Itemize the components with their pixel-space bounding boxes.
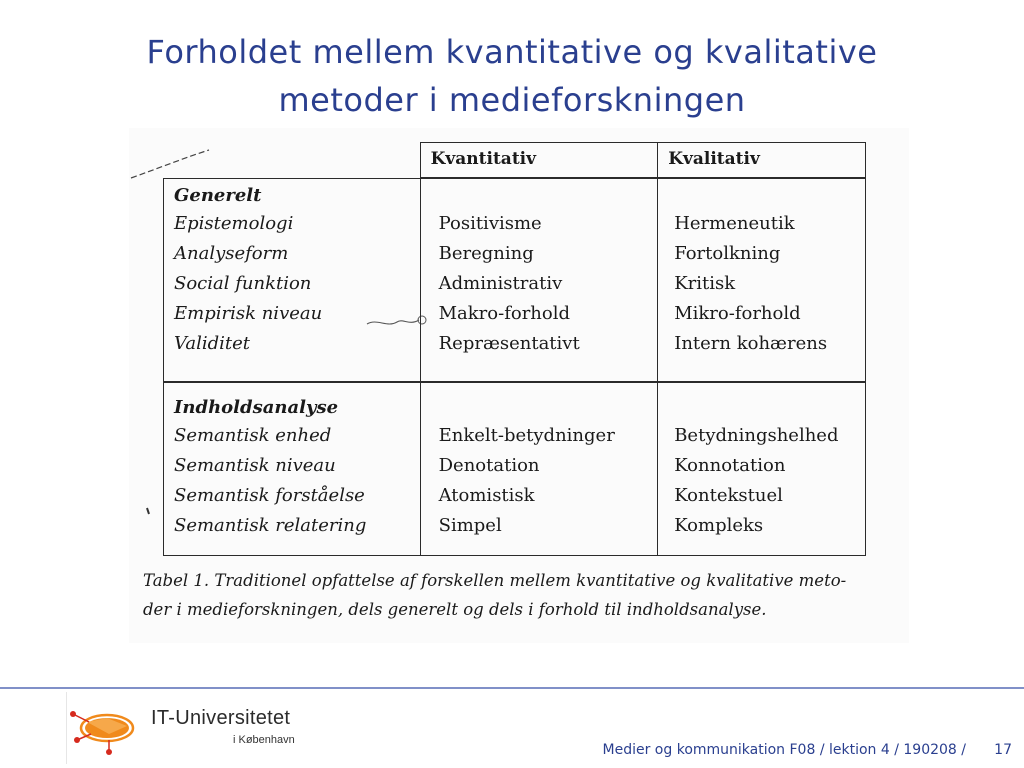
caption-line-2: der i medieforskningen, dels generelt og dels i forhold til indholdsanalyse.	[143, 600, 767, 619]
table-header-row	[164, 143, 866, 179]
section-heading-indholdsanalyse: Indholdsanalyse	[174, 397, 339, 418]
section-heading-generelt: Generelt	[174, 184, 262, 206]
quant-value: Denotation	[438, 455, 540, 476]
quant-value: Enkelt-betydninger	[438, 425, 615, 446]
table-caption	[143, 566, 883, 624]
qual-value: Betydningshelhed	[674, 425, 839, 446]
quant-value: Administrativ	[438, 273, 563, 294]
qual-value: Kompleks	[674, 515, 764, 536]
university-logo	[66, 692, 331, 764]
spacer	[674, 183, 865, 209]
header-kvalitativ: Kvalitativ	[658, 143, 866, 179]
quant-value: Repræsentativt	[438, 333, 580, 354]
row-label: Analyseform	[174, 242, 289, 264]
quant-value: Beregning	[438, 243, 534, 264]
logo-name: IT-Universitetet	[151, 707, 291, 729]
qual-value: Kritisk	[674, 273, 736, 294]
header-kvantitativ: Kvantitativ	[420, 143, 658, 179]
row-label: Semantisk enhed	[174, 425, 332, 446]
quant-value: Simpel	[438, 515, 502, 536]
section-values-qual-generelt	[658, 178, 866, 382]
footer-course-info: Medier og kommunikation F08 / lektion 4 / 190208 /	[602, 742, 966, 758]
logo-subtitle: i København	[233, 734, 295, 746]
slide-title	[0, 28, 1024, 124]
scanned-table-image	[129, 128, 909, 643]
row-label: Validitet	[174, 332, 250, 354]
section-values-qual-indholdsanalyse	[658, 382, 866, 556]
qual-value: Intern kohærens	[674, 333, 828, 354]
qual-value: Mikro-forhold	[674, 303, 801, 324]
footer-divider	[0, 687, 1024, 689]
section-labels-generelt	[164, 178, 421, 382]
section-values-quant-indholdsanalyse	[420, 382, 658, 556]
comparison-table	[163, 142, 866, 556]
spacer	[439, 183, 658, 209]
spacer	[674, 395, 865, 421]
table-section-indholdsanalyse	[164, 382, 866, 556]
row-label: Semantisk niveau	[174, 455, 336, 476]
qual-value: Hermeneutik	[674, 213, 795, 234]
row-label: Semantisk forståelse	[174, 485, 365, 506]
quant-value: Positivisme	[438, 213, 542, 234]
itu-logo-icon	[67, 700, 147, 756]
page-number: 17	[994, 742, 1012, 758]
qual-value: Fortolkning	[674, 243, 781, 264]
row-label: Social funktion	[174, 272, 312, 294]
caption-line-1: Tabel 1. Traditionel opfattelse af forskellen mellem kvantitative og kvalitative meto-	[143, 571, 847, 590]
row-label: Semantisk relatering	[174, 515, 367, 536]
row-label: Epistemologi	[174, 212, 294, 234]
row-label: Empirisk niveau	[174, 302, 323, 324]
quant-value: Atomistisk	[438, 485, 535, 506]
slide-title-line-2: metoder i medieforskningen	[278, 81, 746, 119]
table-section-generelt	[164, 178, 866, 382]
qual-value: Konnotation	[674, 455, 786, 476]
section-values-quant-generelt	[420, 178, 658, 382]
table-header-empty	[164, 143, 421, 179]
section-labels-indholdsanalyse	[164, 382, 421, 556]
slide-title-line-1: Forholdet mellem kvantitative og kvalitative	[146, 33, 878, 71]
quant-value: Makro-forhold	[438, 303, 571, 324]
spacer	[439, 395, 658, 421]
qual-value: Kontekstuel	[674, 485, 783, 506]
